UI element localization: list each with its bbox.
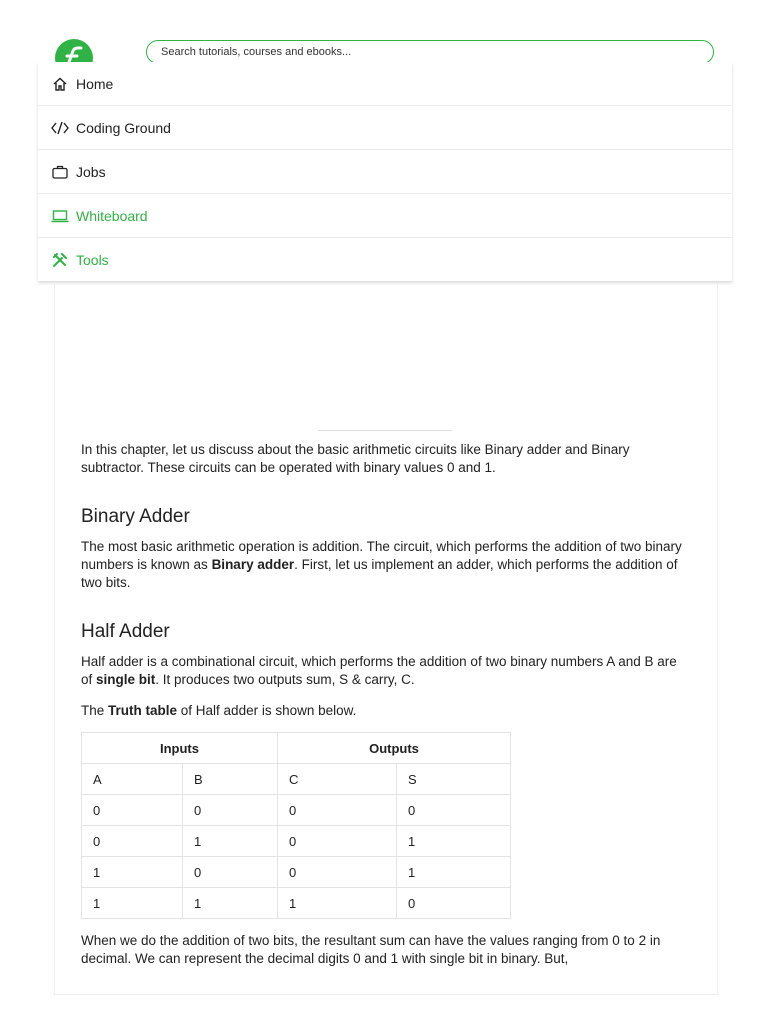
- table-cell: 0: [278, 826, 397, 857]
- menu-item-jobs[interactable]: [38, 150, 732, 194]
- table-row: [82, 857, 511, 888]
- menu-item-tools[interactable]: [38, 238, 732, 281]
- menu-item-label: Coding Ground: [76, 119, 171, 136]
- truth-table: [81, 732, 511, 919]
- bold-term: single bit: [96, 672, 156, 687]
- nav-menu: [38, 62, 732, 281]
- home-icon: [50, 74, 70, 94]
- text-run: Half adder is a combinational circuit, which performs the addition of two binary numbers A and B are of: [81, 654, 677, 687]
- table-cell: 0: [82, 826, 183, 857]
- search-input[interactable]: [146, 40, 714, 64]
- menu-item-label: Tools: [76, 251, 109, 268]
- column-header: B: [183, 764, 278, 795]
- outro-paragraph: When we do the addition of two bits, the resultant sum can have the values ranging from 0 to 2 in decimal. We can represent the decimal digits 0 and 1 with single bit in binary. But,: [81, 933, 661, 966]
- code-icon: [50, 118, 70, 138]
- column-header: S: [397, 764, 511, 795]
- table-cell: 0: [397, 888, 511, 919]
- table-header-row: [82, 733, 511, 764]
- tools-icon: [50, 250, 70, 270]
- top-bar: [0, 0, 768, 70]
- text-run: . First, let us implement an adder, which performs the addition of two bits.: [81, 557, 678, 590]
- text-run: . It produces two outputs sum, S & carry, C.: [155, 672, 415, 687]
- truth-table-intro: [81, 702, 691, 720]
- menu-item-label: Whiteboard: [76, 207, 148, 224]
- text-run: The: [81, 703, 109, 718]
- text-run: of Half adder is shown below.: [177, 703, 357, 718]
- table-cell: 1: [82, 857, 183, 888]
- intro-paragraph: In this chapter, let us discuss about the basic arithmetic circuits like Binary adder and Binary subtractor. These circuits can be operated with binary values 0 and 1.: [81, 442, 630, 475]
- bold-term: Binary adder: [211, 557, 295, 572]
- outputs-header: Outputs: [278, 733, 511, 764]
- binary-adder-heading: Binary Adder: [81, 506, 190, 527]
- column-header: C: [278, 764, 397, 795]
- table-cell: 1: [183, 888, 278, 919]
- table-row: [82, 888, 511, 919]
- inputs-header: Inputs: [82, 733, 278, 764]
- table-cell: 0: [278, 795, 397, 826]
- binary-adder-paragraph: [81, 538, 691, 592]
- divider: [318, 430, 452, 431]
- search-placeholder: Search tutorials, courses and ebooks...: [161, 46, 352, 58]
- laptop-icon: [50, 206, 70, 226]
- table-cell: 1: [183, 826, 278, 857]
- table-cell: 1: [397, 857, 511, 888]
- briefcase-icon: [50, 162, 70, 182]
- half-adder-paragraph: [81, 653, 691, 689]
- table-cell: 0: [82, 795, 183, 826]
- half-adder-heading: Half Adder: [81, 621, 170, 642]
- menu-item-home[interactable]: [38, 62, 732, 106]
- table-column-row: [82, 764, 511, 795]
- table-cell: 1: [82, 888, 183, 919]
- column-header: A: [82, 764, 183, 795]
- table-cell: 1: [278, 888, 397, 919]
- table-cell: 0: [183, 795, 278, 826]
- table-cell: 0: [397, 795, 511, 826]
- table-cell: 0: [278, 857, 397, 888]
- table-cell: 1: [397, 826, 511, 857]
- table-cell: 0: [183, 857, 278, 888]
- bold-term: Truth table: [108, 703, 178, 718]
- table-row: [82, 795, 511, 826]
- menu-item-coding-ground[interactable]: [38, 106, 732, 150]
- menu-item-label: Jobs: [76, 163, 106, 180]
- menu-item-label: Home: [76, 75, 114, 92]
- text-run: The most basic arithmetic operation is addition. The circuit, which performs the addition of two binary numbers is known as: [81, 539, 682, 572]
- table-row: [82, 826, 511, 857]
- menu-item-whiteboard[interactable]: [38, 194, 732, 238]
